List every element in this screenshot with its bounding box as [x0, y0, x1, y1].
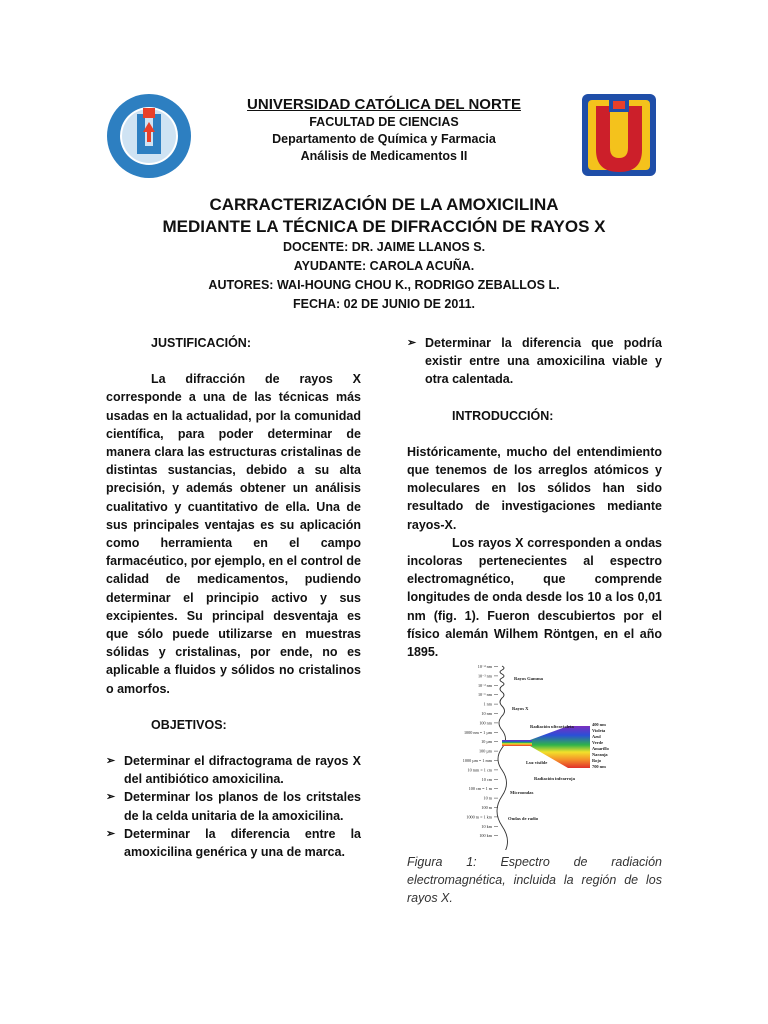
scale-label: 1000 m = 1 km — [466, 814, 492, 820]
intro-paragraph-2: Los rayos X corresponden a ondas incoloras pertenecientes al espectro electromagnético, que comprende longitudes de onda desde los 10 a los 0,01 nm (fig. 1). Fueron descubiertos por el físico alemán Wilhem Röntgen, en el año 1895. — [407, 535, 662, 660]
band-label: Rayos Gamma — [514, 676, 543, 681]
list-item: ➢ Determinar la diferencia entre la amoxicilina genérica y una de marca. — [106, 825, 361, 861]
faculty-name: FACULTAD DE CIENCIAS — [309, 115, 459, 129]
department-name: Departamento de Química y Farmacia — [272, 132, 496, 146]
scale-label: 100 nm — [479, 720, 492, 726]
scale-label: 10⁻⁴ nm — [477, 664, 492, 669]
color-label: 400 nm — [592, 722, 606, 727]
color-label: Violeta — [592, 728, 606, 733]
scale-label: 1000 µm = 1 mm — [462, 758, 492, 763]
scale-label: 1 nm — [483, 701, 492, 707]
scale-label: 10 cm — [481, 776, 492, 782]
right-column — [407, 334, 662, 661]
scale-label: 10⁻² nm — [477, 682, 492, 688]
list-item: ➢ Determinar los planos de los critstales de la celda unitaria de la amoxicilina. — [106, 788, 361, 824]
course-name: Análisis de Medicamentos II — [300, 149, 468, 163]
objetivos-heading: OBJETIVOS: — [151, 717, 227, 732]
ayudante: AYUDANTE: CAROLA ACUÑA. — [293, 259, 475, 273]
color-label: 700 nm — [592, 764, 606, 769]
band-label: Ondas de radio — [508, 816, 539, 821]
fecha: FECHA: 02 DE JUNIO DE 2011. — [292, 297, 475, 311]
objetivos-list-continued — [407, 334, 662, 389]
scale-label: 10⁻¹ nm — [477, 692, 492, 698]
band-label: Radiación ultravioleta — [530, 724, 574, 729]
scale-label: 10⁻³ nm — [477, 673, 492, 679]
scale-label: 1000 nm = 1 µm — [463, 729, 492, 735]
list-item: ➢ Determinar el difractograma de rayos X del antibiótico amoxicilina. — [106, 752, 361, 788]
faculty-shield-logo — [580, 92, 658, 178]
band-label: Luz visible — [526, 760, 548, 765]
scale-label: 10 m — [483, 795, 492, 801]
color-label: Naranja — [592, 752, 608, 757]
scale-label: 100 km — [479, 833, 492, 839]
docente: DOCENTE: DR. JAIME LLANOS S. — [282, 240, 486, 254]
title-block — [0, 194, 768, 314]
scale-label: 100 m — [481, 805, 492, 810]
color-label: Amarillo — [592, 746, 609, 751]
color-labels — [592, 722, 610, 769]
autores: AUTORES: WAI-HOUNG CHOU K., RODRIGO ZEBALLOS L. — [208, 278, 560, 292]
em-spectrum-figure — [440, 660, 620, 850]
scale-label: 10 nm — [481, 711, 492, 716]
objetivos-list — [106, 752, 361, 861]
band-label: Microondas — [510, 790, 534, 795]
scale-label: 10 µm — [481, 739, 492, 745]
justificacion-text: La difracción de rayos X corresponde a una de las técnicas más usadas en la actualidad, por la comunidad científica, para poder determinar de manera clara las estructuras cristalinas de distintas sustancias, debido a su alta precisión, y además obtener un análisis cualitativo y cuantitativo de ella. Una de sus principales ventajas es su aplicación como herramienta en el campo farmacéutico, por ejemplo, en el control de calidad de medicamentos, pudiendo determinar el principio activo y sus excipientes. Su principal desventaja es que sólo puede utilizarse en muestras sólidas y cristalinas, por ende, no es aplicable a fluidos y sólidos no cristalinos o amorfos. — [106, 372, 361, 696]
university-name: UNIVERSIDAD CATÓLICA DEL NORTE — [247, 96, 521, 113]
wavelength-scale — [463, 664, 498, 838]
band-label: Rayos X — [512, 706, 529, 711]
scale-label: 100 µm — [479, 748, 492, 754]
visible-light-bar — [502, 740, 532, 746]
figure-caption: Figura 1: Espectro de radiación electromagnética, incluida la región de los rayos X. — [407, 855, 662, 906]
wave-line — [497, 666, 508, 850]
paper-title-line-1: CARRACTERIZACIÓN DE LA AMOXICILINA — [209, 195, 559, 214]
institution-block — [200, 96, 568, 165]
left-column — [106, 334, 361, 861]
paper-title-line-2: MEDIANTE LA TÉCNICA DE DIFRACCIÓN DE RAYOS X — [162, 217, 606, 236]
list-item: ➢ Determinar la diferencia que podría existir entre una amoxicilina viable y otra calentada. — [407, 334, 662, 389]
color-label: Verde — [592, 740, 604, 745]
justificacion-heading: JUSTIFICACIÓN: — [151, 336, 251, 350]
scale-label: 100 cm = 1 m — [468, 786, 492, 792]
intro-paragraph-1: Históricamente, mucho del entendimiento que tenemos de los arreglos atómicos y moleculares en los sólidos han sido resultado de investigaciones mediante rayos-X. — [407, 444, 662, 532]
scale-label: 10 mm = 1 cm — [467, 767, 492, 773]
university-seal-logo — [105, 92, 193, 180]
page-header — [0, 90, 768, 180]
color-label: Rojo — [592, 758, 602, 763]
color-label: Azul — [592, 734, 601, 739]
scale-label: 10 km — [481, 823, 492, 829]
band-label: Radiación infrarroja — [534, 776, 575, 781]
introduccion-heading: INTRODUCCIÓN: — [452, 408, 554, 423]
